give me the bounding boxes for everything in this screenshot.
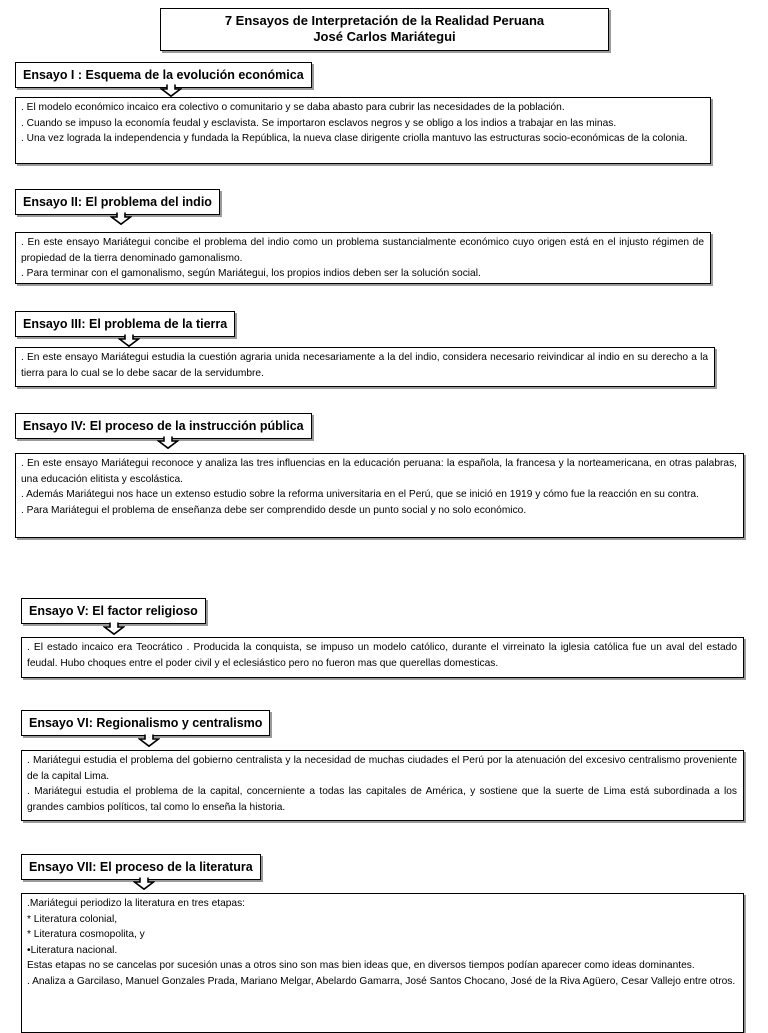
document-title-box: [160, 8, 609, 51]
essay-3-arrow-icon: [118, 334, 140, 347]
essay-2-line-2: . Para terminar con el gamonalismo, según Mariátegui, los propios indios deben ser la solución social.: [21, 268, 481, 279]
essay-5-heading: Ensayo V: El factor religioso: [21, 598, 206, 624]
essay-4-line-2: . Además Mariátegui nos hace un extenso estudio sobre la reforma universitaria en el Perú, que se inició en 1919 y cómo fue la reacción en su contra.: [21, 489, 699, 500]
essay-7-line-4: •Literatura nacional.: [27, 944, 118, 956]
essay-4-line-3: . Para Mariátegui el problema de enseñanza debe ser comprendido desde un punto social y no solo económico.: [21, 504, 527, 516]
essay-4-arrow-icon: [157, 436, 179, 449]
essay-7-line-3: * Literatura cosmopolita, y: [27, 929, 145, 940]
essay-6-line-1: . Mariátegui estudia el problema del gobierno centralista y la necesidad de muchas ciudades el Perú por la atenuación del excesivo centralismo proveniente de la capital Lima.: [27, 755, 737, 782]
essay-7-line-5: Estas etapas no se cancelas por sucesión unas a otros sino son mas bien ideas que, en diversos tiempos podían aparecer como ideas dominantes.: [27, 960, 695, 971]
essay-1-line-1: . El modelo económico incaico era colectivo o comunitario y se daba abasto para cubrir las necesidades de la población.: [21, 102, 565, 113]
essay-1-line-3: . Una vez lograda la independencia y fundada la República, la nueva clase dirigente criolla mantuvo las estructuras socio-económicas de la colonia.: [21, 133, 688, 144]
essay-5-content: [21, 637, 744, 678]
essay-7-line-6: . Analiza a Garcilaso, Manuel Gonzales Prada, Mariano Melgar, Abelardo Gamarra, José Santos Chocano, José de la Riva Agüero, Cesar Vallejo entre otros.: [27, 975, 736, 987]
essay-6-heading: Ensayo VI: Regionalismo y centralismo: [21, 710, 270, 736]
essay-7-arrow-icon: [133, 877, 155, 890]
essay-3-content: [15, 347, 715, 387]
essay-1-line-2: . Cuando se impuso la economía feudal y esclavista. Se importaron esclavos negros y se obligo a los indios a trabajar en las minas.: [21, 117, 617, 129]
document-author: José Carlos Mariátegui: [313, 29, 456, 44]
essay-3-line-1: . En este ensayo Mariátegui estudia la cuestión agraria unida necesariamente a la del indio, considera necesario reivindicar al indio en su derecho a la tierra para lo cual se lo debe sacar de la servidumbre.: [21, 352, 708, 379]
essay-2-arrow-icon: [110, 212, 132, 225]
essay-3-heading: Ensayo III: El problema de la tierra: [15, 311, 235, 337]
essay-2-heading: Ensayo II: El problema del indio: [15, 189, 220, 215]
essay-4-line-1: . En este ensayo Mariátegui reconoce y analiza las tres influencias en la educación peruana: la española, la francesa y la norteamericana, en otras palabras, una educación elitista y escolástica.: [21, 458, 737, 485]
essay-6-line-2: . Mariátegui estudia el problema de la capital, concerniente a todas las capitales de América, y sostiene que la suerte de Lima está subordinada a los grandes cambios políticos, tal como lo enseña la historia.: [27, 786, 737, 813]
essay-1-heading: Ensayo I : Esquema de la evolución económica: [15, 62, 312, 88]
document-title: 7 Ensayos de Interpretación de la Realidad Peruana: [224, 13, 545, 28]
essay-7-heading: Ensayo VII: El proceso de la literatura: [21, 854, 261, 880]
essay-7-line-2: * Literatura colonial,: [27, 913, 118, 925]
essay-4-heading: Ensayo IV: El proceso de la instrucción pública: [15, 413, 312, 439]
essay-6-arrow-icon: [138, 734, 160, 747]
essay-1-arrow-icon: [160, 84, 182, 97]
essay-4-content: [15, 453, 744, 538]
essay-1-content: [15, 97, 711, 164]
essay-5-arrow-icon: [103, 622, 125, 635]
essay-7-content: [21, 893, 744, 1033]
essay-2-content: [15, 232, 711, 284]
essay-7-line-1: .Mariátegui periodizo la literatura en tres etapas:: [27, 898, 246, 909]
essay-6-content: [21, 750, 744, 821]
essay-2-line-1: . En este ensayo Mariátegui concibe el problema del indio como un problema sustancialmente económico cuyo origen está en el injusto régimen de propiedad de la tierra denominado gamonalismo.: [21, 237, 704, 264]
essay-5-line-1: . El estado incaico era Teocrático . Producida la conquista, se impuso un modelo católico, durante el virreinato la iglesia católica fue un aval del estado feudal. Hubo choques entre el poder civil y el eclesiástico pero no fueron mas que querellas domesticas.: [27, 642, 737, 669]
